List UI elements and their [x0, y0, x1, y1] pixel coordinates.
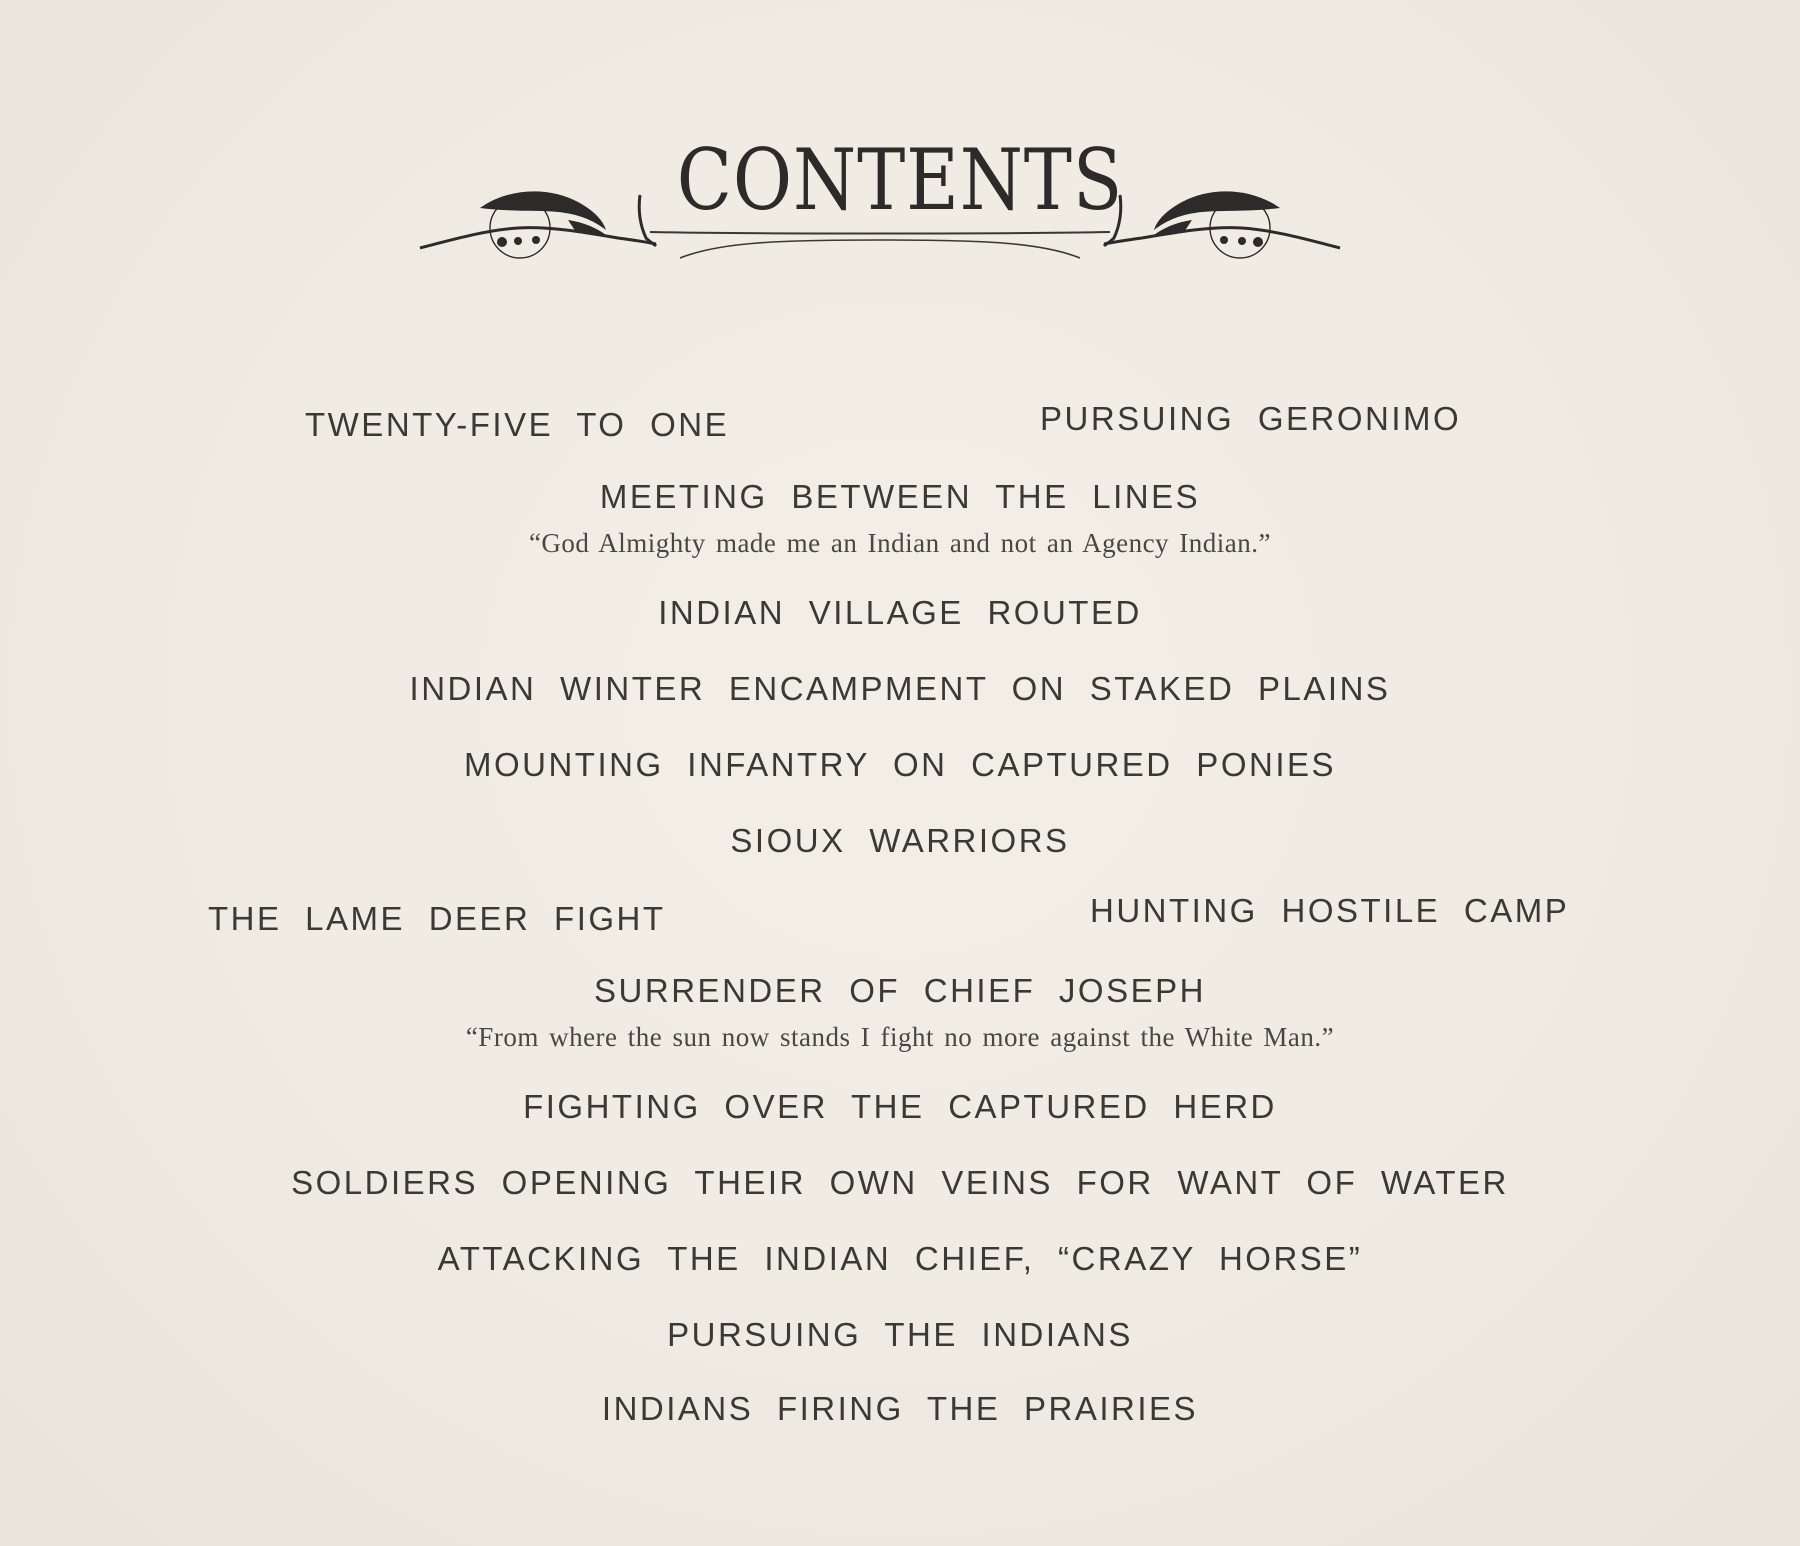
contents-entry-twenty-five-to-one: TWENTY-FIVE TO ONE: [305, 406, 730, 443]
title-underline-ornament: [640, 228, 1120, 268]
right-flourish-ornament: [1102, 150, 1342, 260]
contents-entry-indian-village-routed: INDIAN VILLAGE ROUTED: [658, 594, 1142, 631]
contents-entry-lame-deer-fight: THE LAME DEER FIGHT: [208, 900, 666, 937]
contents-entry-winter-encampment: INDIAN WINTER ENCAMPMENT ON STAKED PLAINS: [409, 670, 1391, 707]
epigraph-quote-white-man: “From where the sun now stands I fight no more against the White Man.”: [465, 1022, 1335, 1052]
contents-entry-mounting-infantry: MOUNTING INFANTRY ON CAPTURED PONIES: [463, 746, 1337, 783]
contents-entry-fighting-captured-herd: FIGHTING OVER THE CAPTURED HERD: [523, 1088, 1277, 1125]
contents-entry-surrender-chief-joseph: SURRENDER OF CHIEF JOSEPH: [594, 972, 1206, 1009]
contents-entry-meeting-between-the-lines: MEETING BETWEEN THE LINES: [599, 478, 1201, 515]
epigraph-quote-agency-indian: “God Almighty made me an Indian and not an Agency Indian.”: [528, 528, 1272, 558]
contents-entry-pursuing-geronimo: PURSUING GERONIMO: [1040, 400, 1462, 437]
contents-entry-pursuing-the-indians: PURSUING THE INDIANS: [667, 1316, 1133, 1353]
contents-entry-attacking-crazy-horse: ATTACKING THE INDIAN CHIEF, “CRAZY HORSE”: [437, 1240, 1363, 1277]
contents-entry-hunting-hostile-camp: HUNTING HOSTILE CAMP: [1090, 892, 1570, 929]
page-title: CONTENTS: [676, 131, 1124, 229]
contents-entry-soldiers-opening-veins: SOLDIERS OPENING THEIR OWN VEINS FOR WANT OF WATER: [291, 1164, 1509, 1201]
contents-entry-firing-the-prairies: INDIANS FIRING THE PRAIRIES: [601, 1390, 1199, 1427]
contents-entry-sioux-warriors: SIOUX WARRIORS: [730, 822, 1070, 859]
contents-heading: [0, 120, 1800, 280]
